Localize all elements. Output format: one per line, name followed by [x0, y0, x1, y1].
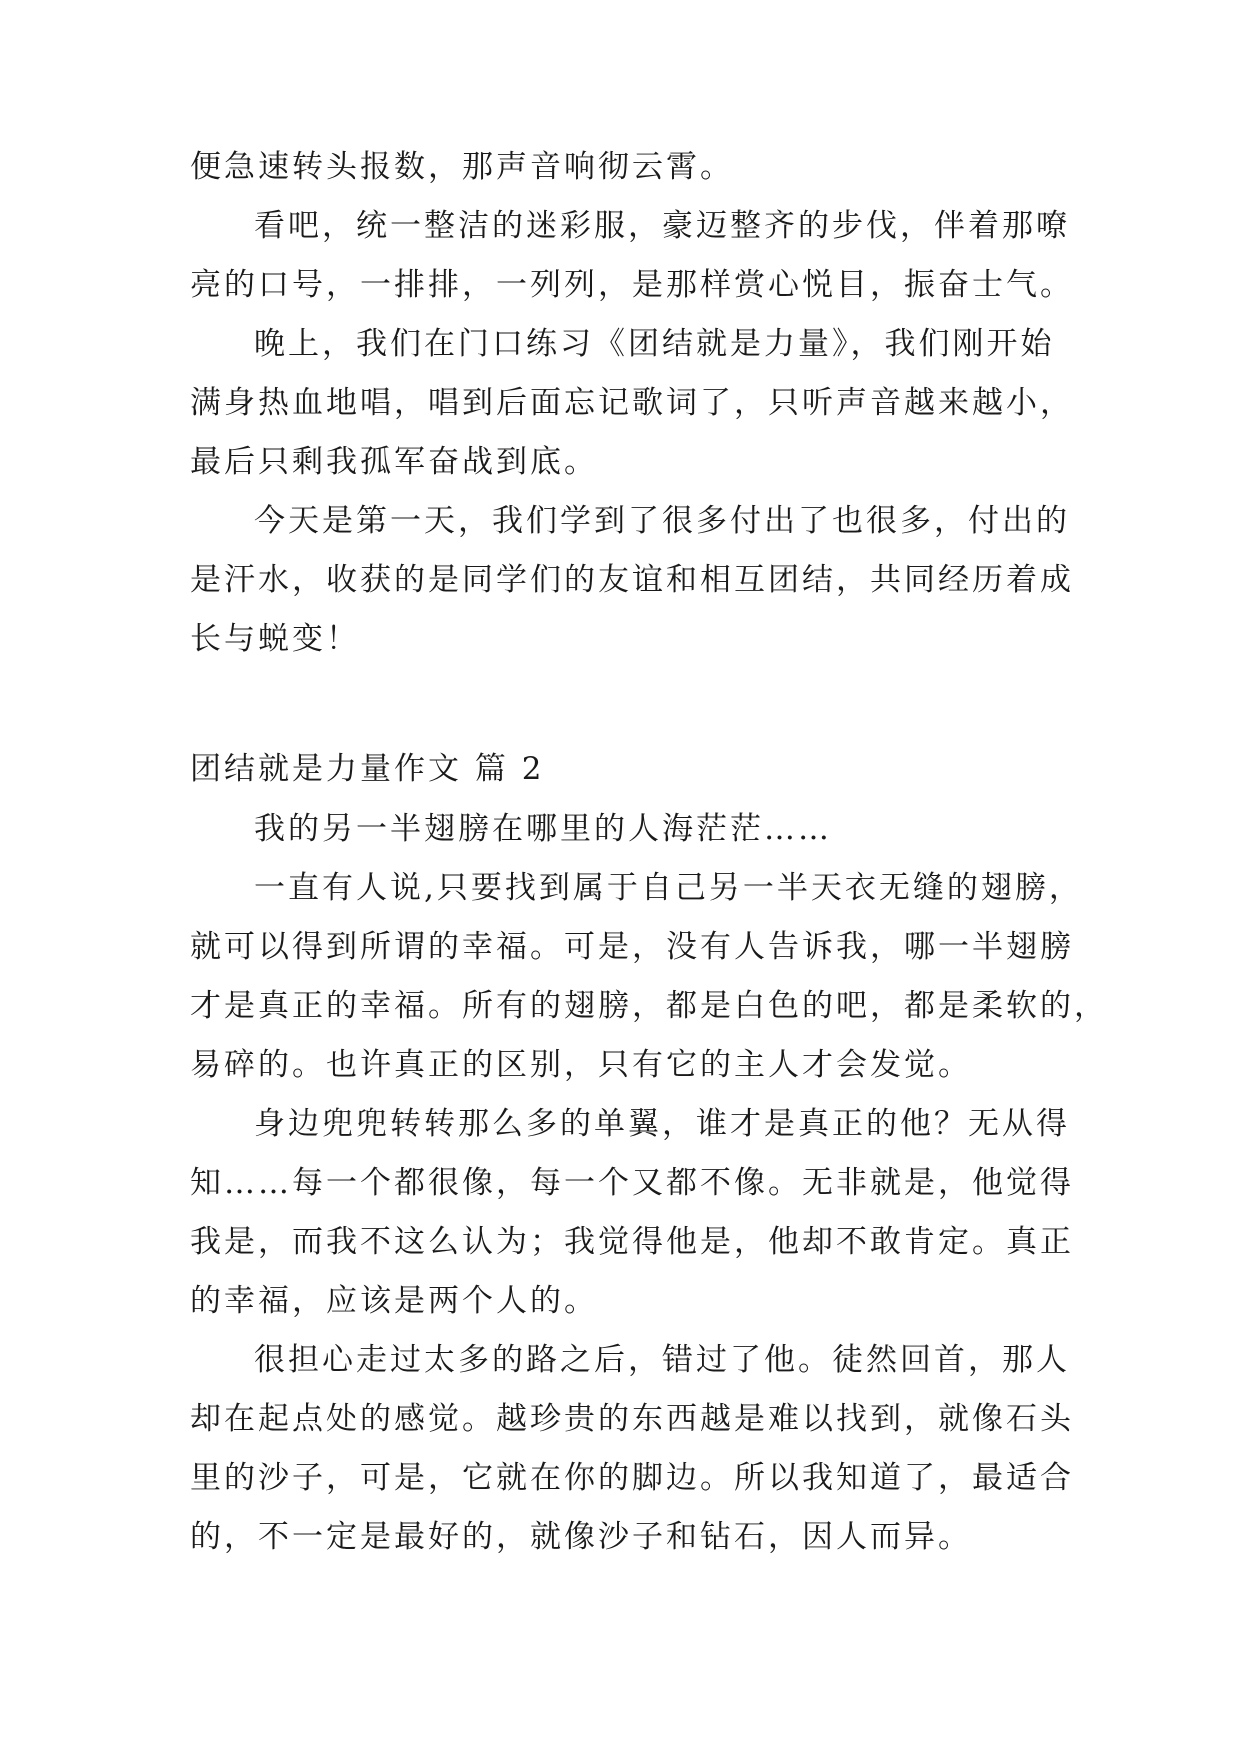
paragraph-line: 易碎的。也许真正的区别，只有它的主人才会发觉。 [190, 1047, 972, 1083]
paragraph-line: 一直有人说,只要找到属于自己另一半天衣无缝的翅膀， [254, 870, 1083, 906]
paragraph-line: 我是，而我不这么认为；我觉得他是，他却不敢肯定。真正 [190, 1224, 1074, 1260]
paragraph-line: 我的另一半翅膀在哪里的人海茫茫…… [254, 811, 832, 847]
paragraph-line: 看吧，统一整洁的迷彩服，豪迈整齐的步伐，伴着那嘹 [254, 208, 1070, 244]
paragraph-line: 却在起点处的感觉。越珍贵的东西越是难以找到，就像石头 [190, 1401, 1074, 1437]
paragraph-line: 里的沙子，可是，它就在你的脚边。所以我知道了，最适合 [190, 1460, 1074, 1496]
section-heading: 团结就是力量作文 篇 2 [190, 751, 545, 787]
paragraph-line: 就可以得到所谓的幸福。可是，没有人告诉我，哪一半翅膀 [190, 929, 1074, 965]
paragraph-line: 亮的口号，一排排，一列列，是那样赏心悦目，振奋士气。 [190, 267, 1074, 303]
paragraph-line: 今天是第一天，我们学到了很多付出了也很多，付出的 [254, 503, 1070, 539]
section-1-body [190, 138, 1074, 669]
section-2-body [190, 800, 1108, 1567]
paragraph-line: 便急速转头报数，那声音响彻云霄。 [190, 149, 734, 185]
paragraph-line: 的幸福，应该是两个人的。 [190, 1283, 598, 1319]
paragraph-line: 很担心走过太多的路之后，错过了他。徒然回首，那人 [254, 1342, 1070, 1378]
paragraph-line: 身边兜兜转转那么多的单翼，谁才是真正的他？无从得 [254, 1106, 1070, 1142]
paragraph-line: 长与蜕变！ [190, 621, 360, 657]
paragraph-line: 晚上，我们在门口练习《团结就是力量》，我们刚开始 [254, 326, 1055, 362]
paragraph-line: 知……每一个都很像，每一个又都不像。无非就是，他觉得 [190, 1165, 1074, 1201]
paragraph-line: 满身热血地唱，唱到后面忘记歌词了，只听声音越来越小， [190, 385, 1074, 421]
paragraph-line: 才是真正的幸福。所有的翅膀，都是白色的吧，都是柔软的， [190, 988, 1108, 1024]
paragraph-line: 是汗水，收获的是同学们的友谊和相互团结，共同经历着成 [190, 562, 1074, 598]
paragraph-line: 的，不一定是最好的，就像沙子和钻石，因人而异。 [190, 1519, 972, 1555]
paragraph-line: 最后只剩我孤军奋战到底。 [190, 444, 598, 480]
